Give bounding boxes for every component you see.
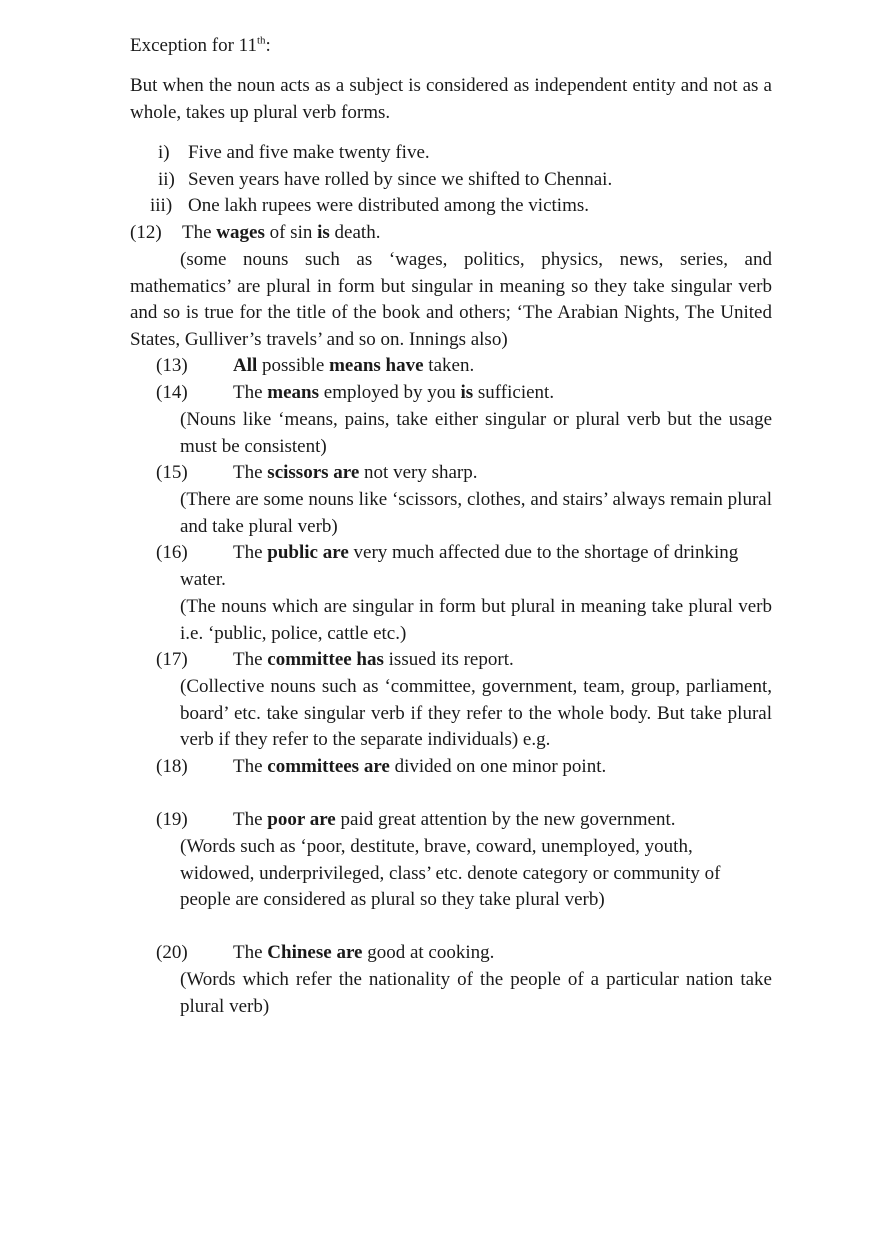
- example-17: (17) The committee has issued its report.: [156, 649, 514, 670]
- section-heading: Exception for 11th:: [130, 34, 271, 56]
- intro-paragraph: But when the noun acts as a subject is considered as independent entity and not as a whole, takes up plural verb forms.: [130, 75, 772, 123]
- example-15: (15) The scissors are not very sharp.: [156, 462, 478, 483]
- example-12: (12) The wages of sin is death.: [130, 222, 381, 243]
- note-16: (The nouns which are singular in form but plural in meaning take plural verb i.e. ‘public, police, cattle etc.): [180, 596, 772, 644]
- roman-item: iii) One lakh rupees were distributed among the victims.: [150, 195, 590, 216]
- example-19: (19) The poor are paid great attention by the new government.: [156, 809, 676, 830]
- note-19-line: people are considered as plural so they take plural verb): [180, 889, 605, 911]
- roman-item: i) Five and five make twenty five.: [158, 142, 430, 163]
- note-19-line: (Words such as ‘poor, destitute, brave, coward, unemployed, youth,: [180, 836, 693, 857]
- note-17: (Collective nouns such as ‘committee, government, team, group, parliament, board’ etc. take singular verb if they refer to the whole body. But take plural verb if they refer to the separate individuals) e.g.: [180, 676, 772, 751]
- example-14: (14) The means employed by you is sufficient.: [156, 382, 555, 403]
- example-18: (18) The committees are divided on one minor point.: [156, 756, 607, 777]
- example-16: (16) The public are very much affected due to the shortage of drinking: [156, 542, 739, 563]
- example-16-continuation: water.: [180, 569, 226, 590]
- example-13: (13) All possible means have taken.: [156, 355, 475, 376]
- ordinal-superscript: th: [256, 34, 266, 47]
- note-20: (Words which refer the nationality of the people of a particular nation take plural verb): [180, 969, 772, 1017]
- note-14: (Nouns like ‘means, pains, take either singular or plural verb but the usage must be consistent): [180, 409, 772, 457]
- note-19: [180, 834, 772, 914]
- roman-item: ii) Seven years have rolled by since we shifted to Chennai.: [158, 169, 613, 190]
- note-12: (some nouns such as ‘wages, politics, physics, news, series, and mathematics’ are plural in form but singular in meaning so they take singular verb and so is true for the title of the book and others; ‘The Arabian Nights, The United States, Gulliver’s travels’ and so on. Innings also): [130, 249, 772, 350]
- example-20: (20) The Chinese are good at cooking.: [156, 942, 495, 963]
- note-19-line: widowed, underprivileged, class’ etc. denote category or community of: [180, 862, 721, 884]
- note-15: (There are some nouns like ‘scissors, clothes, and stairs’ always remain plural and take plural verb): [180, 489, 772, 537]
